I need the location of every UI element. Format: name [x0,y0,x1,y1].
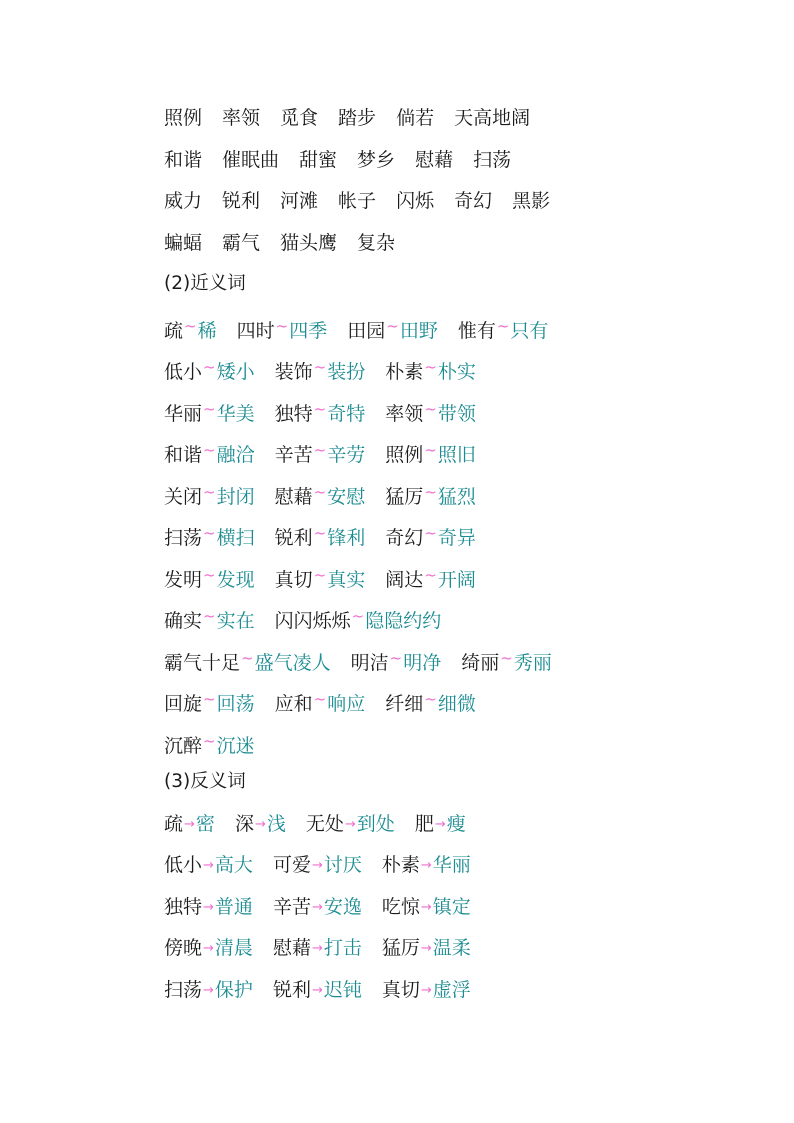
word: 可爱 [272,854,311,876]
tilde-symbol: ~ [313,441,327,459]
answer-word: 沉迷 [216,734,255,757]
tilde-symbol: ~ [313,358,327,376]
synonym-row [164,560,552,602]
answer-word: 浅 [266,812,286,835]
word: 惟有 [457,319,496,342]
tilde-symbol: ~ [424,690,437,708]
arrow-symbol: → [203,941,214,956]
tilde-symbol: ~ [313,690,327,708]
vocab-word: 和谐 [164,148,203,171]
answer-word: 密 [195,812,215,835]
antonym-pair [382,975,471,1006]
synonym-pair [385,477,476,512]
answer-word: 保护 [214,978,253,1001]
word: 傍晚 [164,937,203,959]
answer-word: 细微 [437,693,476,715]
tilde-symbol: ~ [203,399,216,418]
word: 沉醉 [164,734,203,757]
arrow-symbol: → [420,941,432,956]
answer-word: 照旧 [437,444,476,466]
arrow-symbol: → [311,941,323,956]
antonym-row [164,809,552,851]
synonym-pair [347,311,438,346]
synonym-pair [164,435,255,470]
answer-word: 奇异 [437,527,476,549]
vocab-word: 威力 [164,190,203,212]
tilde-symbol: ~ [203,731,216,750]
synonym-row [164,477,552,519]
synonym-pair [164,601,255,636]
answer-word: 发现 [216,568,255,591]
word: 发明 [164,568,203,591]
vocab-word: 闪烁 [396,190,435,212]
tilde-symbol: ~ [313,399,327,418]
tilde-symbol: ~ [203,607,216,625]
arrow-symbol: → [311,858,323,873]
vocab-word: 倘若 [396,107,435,129]
vocab-word: 甜蜜 [299,148,338,171]
synonym-pair [164,684,255,719]
vocab-word: 奇幻 [454,190,493,212]
word: 低小 [164,361,203,383]
antonym-pair [306,809,395,840]
tilde-symbol: ~ [424,441,437,459]
answer-word: 瘦 [446,812,466,835]
vocab-word: 黑影 [512,190,551,212]
tilde-symbol: ~ [313,482,327,501]
antonym-row [164,933,552,975]
answer-word: 安逸 [323,895,362,918]
vocab-word: 梦乡 [357,148,396,171]
answer-word: 讨厌 [323,854,362,876]
word: 慰藉 [274,485,313,508]
word: 锐利 [274,527,313,549]
arrow-symbol: → [344,816,356,832]
word: 扫荡 [164,527,203,549]
answer-word: 隐隐约约 [365,610,442,632]
synonym-row [164,518,552,560]
synonym-pair [458,311,549,346]
answer-word: 镇定 [432,895,471,918]
answer-word: 装扮 [327,361,366,383]
word: 装饰 [274,361,313,383]
word: 应和 [274,693,313,715]
word: 率领 [385,402,424,425]
synonym-pair [164,643,331,678]
synonym-row [164,643,552,685]
word: 回旋 [164,693,203,715]
antonym-row [164,892,552,934]
tilde-symbol: ~ [500,648,513,667]
synonym-pair [164,726,255,761]
answer-word: 安慰 [327,485,366,508]
tilde-symbol: ~ [424,358,437,376]
answer-word: 秀丽 [513,651,552,674]
synonym-pair [275,435,366,470]
antonym-pair [164,892,253,923]
vocab-word: 踏步 [338,107,377,129]
word: 霸气十足 [164,651,241,674]
answer-word: 到处 [356,812,395,835]
tilde-symbol: ~ [203,441,216,459]
vocab-word: 催眠曲 [222,148,280,171]
word-row [164,186,552,228]
synonym-pair [164,477,255,512]
tilde-symbol: ~ [496,316,510,335]
word: 无处 [305,812,344,835]
synonym-pair [385,518,476,553]
word: 朴素 [381,854,420,876]
answer-word: 盛气凌人 [254,651,331,674]
tilde-symbol: ~ [424,482,437,501]
answer-word: 打击 [323,937,362,959]
antonym-row [164,975,552,1017]
word: 疏 [164,812,184,835]
word-row [164,103,552,145]
word: 真切 [274,568,313,591]
answer-word: 辛劳 [327,444,366,466]
word: 闪闪烁烁 [274,610,351,632]
tilde-symbol: ~ [313,565,327,584]
word: 独特 [274,402,313,425]
tilde-symbol: ~ [351,607,365,625]
answer-word: 明净 [403,651,442,674]
word: 奇幻 [385,527,424,549]
antonym-pair [164,850,253,881]
vocab-word: 河滩 [280,190,319,212]
answer-word: 响应 [327,693,366,715]
synonym-pair [461,643,552,678]
answer-word: 带领 [437,402,476,425]
antonym-pair [382,892,471,923]
antonym-pair [164,809,215,840]
synonym-row [164,601,552,643]
word: 深 [234,812,254,835]
answer-word: 清晨 [214,937,253,959]
word: 阔达 [385,568,424,591]
synonym-pair [275,684,366,719]
word: 绮丽 [461,651,500,674]
tilde-symbol: ~ [313,524,327,542]
antonym-pair [164,933,253,964]
tilde-symbol: ~ [203,482,216,501]
word: 确实 [164,610,203,632]
synonym-pair [275,394,366,429]
synonym-pair [385,684,476,719]
antonyms-heading: (3)反义词 [164,771,246,792]
answer-word: 朴实 [437,361,476,383]
answer-word: 高大 [214,854,253,876]
arrow-symbol: → [434,816,446,832]
answer-word: 奇特 [327,402,366,425]
arrow-symbol: → [420,899,432,915]
word: 和谐 [164,444,203,466]
synonym-row [164,435,552,477]
antonym-pair [273,850,362,881]
arrow-symbol: → [203,899,214,915]
synonym-row [164,352,552,394]
synonym-row [164,726,552,768]
word: 明洁 [350,651,389,674]
synonym-row [164,311,552,353]
answer-word: 封闭 [216,485,255,508]
word-row [164,145,552,187]
antonym-pair [382,933,471,964]
synonym-row [164,684,552,726]
word-list [164,103,552,269]
answer-word: 温柔 [432,937,471,959]
vocab-word: 蝙蝠 [164,231,203,254]
vocab-word: 照例 [164,107,203,129]
arrow-symbol: → [203,982,214,998]
synonym-pair [164,560,255,595]
answer-word: 实在 [216,610,255,632]
arrow-symbol: → [311,899,323,915]
synonym-pair [275,477,366,512]
document-body [164,103,552,1016]
synonym-pair [275,518,366,553]
word: 朴素 [385,361,424,383]
arrow-symbol: → [420,858,432,873]
vocab-word: 霸气 [222,231,261,254]
answer-word: 横扫 [216,527,255,549]
arrow-symbol: → [203,858,214,873]
word: 辛苦 [274,444,313,466]
word: 疏 [164,319,184,342]
synonym-pair [385,560,476,595]
tilde-symbol: ~ [203,690,216,708]
antonym-pair [415,809,466,840]
vocab-word: 复杂 [357,231,396,254]
word: 辛苦 [272,895,311,918]
antonym-row [164,850,552,892]
synonyms-heading: (2)近义词 [164,273,246,294]
tilde-symbol: ~ [389,648,403,667]
vocab-word: 锐利 [222,190,261,212]
synonym-pair [164,518,255,553]
word: 真切 [381,978,420,1001]
antonym-pair [273,933,362,964]
word: 关闭 [164,485,203,508]
synonym-pair [385,394,476,429]
tilde-symbol: ~ [203,524,216,542]
vocab-word: 扫荡 [473,148,512,171]
vocab-word: 觅食 [280,107,319,129]
word: 低小 [164,854,203,876]
answer-word: 矮小 [216,361,255,383]
answer-word: 稀 [197,319,217,342]
synonym-pair [385,435,476,470]
word: 猛厉 [381,937,420,959]
answer-word: 开阔 [437,568,476,591]
answer-word: 迟钝 [323,978,362,1001]
answer-word: 真实 [327,568,366,591]
synonym-pair [275,560,366,595]
answer-word: 虚浮 [432,978,471,1001]
word: 华丽 [164,402,203,425]
antonym-pair [235,809,286,840]
answer-word: 锋利 [327,527,366,549]
arrow-symbol: → [254,816,266,832]
antonym-pair [382,850,471,881]
synonym-row [164,394,552,436]
answer-word: 华美 [216,402,255,425]
word-row [164,228,552,270]
synonym-list [164,311,552,768]
arrow-symbol: → [420,982,432,998]
synonym-pair [275,601,442,636]
tilde-symbol: ~ [424,399,437,418]
word: 纤细 [385,693,424,715]
antonym-pair [273,975,362,1006]
vocab-word: 率领 [222,107,261,129]
answer-word: 华丽 [432,854,471,876]
synonym-pair [164,311,217,346]
tilde-symbol: ~ [203,565,216,584]
tilde-symbol: ~ [275,316,289,335]
word: 田园 [347,319,386,342]
tilde-symbol: ~ [386,316,399,335]
word: 慰藉 [272,937,311,959]
synonym-pair [164,352,255,387]
antonym-pair [164,975,253,1006]
arrow-symbol: → [184,816,195,832]
antonym-pair [273,892,362,923]
synonym-pair [275,352,366,387]
word: 扫荡 [164,978,203,1001]
tilde-symbol: ~ [424,565,437,584]
synonym-pair [237,311,328,346]
tilde-symbol: ~ [241,648,254,667]
vocab-word: 帐子 [338,190,377,212]
tilde-symbol: ~ [424,524,437,542]
word: 猛厉 [385,485,424,508]
tilde-symbol: ~ [203,358,216,376]
answer-word: 猛烈 [437,485,476,508]
word: 照例 [385,444,424,466]
answer-word: 田野 [399,319,438,342]
arrow-symbol: → [311,982,323,998]
word: 独特 [164,895,203,918]
antonym-list [164,809,552,1017]
word: 锐利 [272,978,311,1001]
word: 肥 [414,812,434,835]
answer-word: 四季 [289,319,328,342]
vocab-word: 天高地阔 [454,107,531,129]
answer-word: 普通 [214,895,253,918]
answer-word: 只有 [510,319,549,342]
answer-word: 回荡 [216,693,255,715]
vocab-word: 猫头鹰 [280,231,338,254]
vocab-word: 慰藉 [415,148,454,171]
word: 四时 [236,319,275,342]
word: 吃惊 [381,895,420,918]
synonym-pair [385,352,476,387]
synonym-pair [164,394,255,429]
synonym-pair [351,643,442,678]
tilde-symbol: ~ [184,316,197,335]
answer-word: 融洽 [216,444,255,466]
